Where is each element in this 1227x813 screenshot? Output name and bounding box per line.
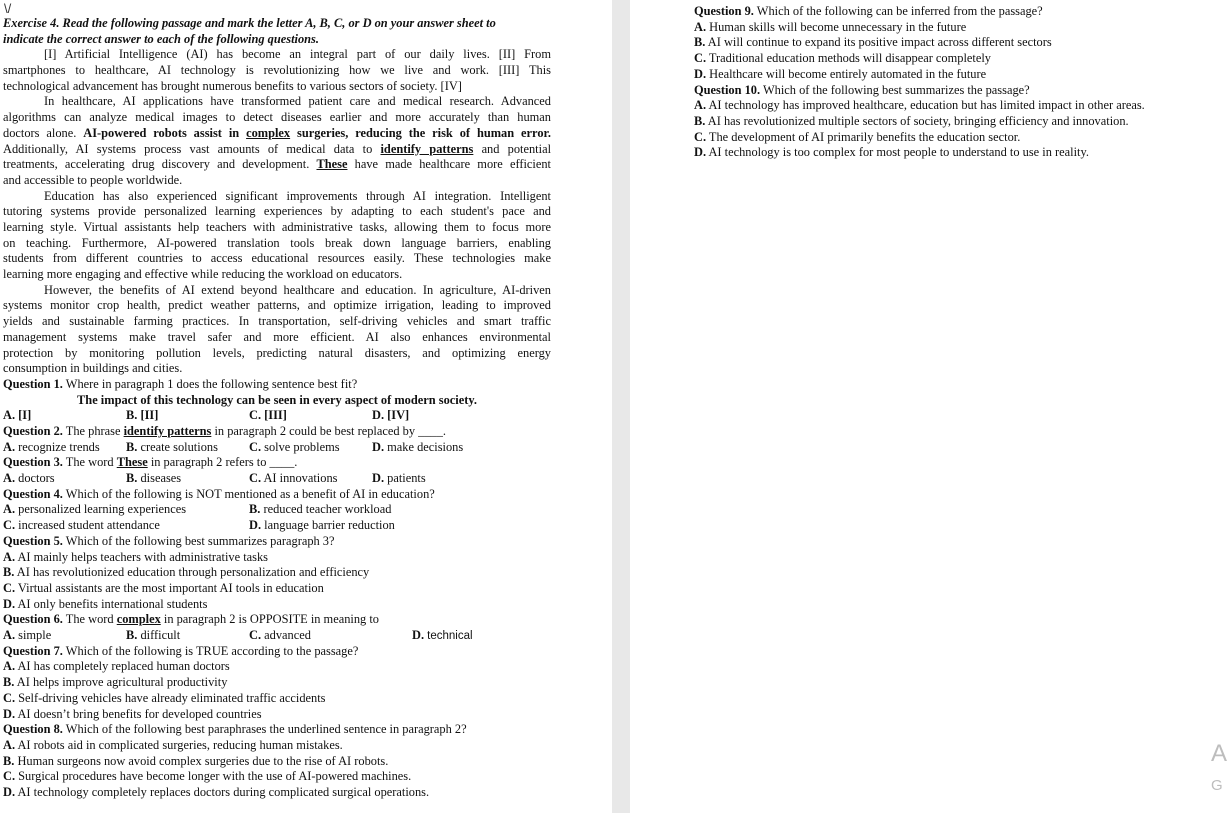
passage-text: Additionally, AI systems process vast amounts of medical data to — [3, 141, 373, 156]
question-text: in paragraph 2 is OPPOSITE in meaning to — [163, 612, 379, 627]
option-d: D. AI technology is too complex for most people to understand to use in reality. — [694, 145, 1089, 160]
option-b: B. difficult — [126, 628, 181, 643]
question-text: Which of the following can be inferred from the passage? — [756, 4, 1043, 18]
option-a: A. [I] — [3, 408, 32, 423]
option-d: D. technical — [412, 628, 473, 643]
keyword-these: These — [316, 157, 348, 172]
option-a: A. AI has completely replaced human doctors — [3, 659, 230, 674]
underlined-sentence-end: surgeries, reducing the risk of human error. — [297, 125, 551, 140]
question-text: Which of the following best paraphrases the underlined sentence in paragraph 2? — [65, 722, 467, 737]
passage-line — [3, 157, 551, 173]
question-options — [3, 518, 551, 534]
option-d: D. AI doesn’t bring benefits for developed countries — [3, 706, 262, 721]
passage-line: systems monitor crop health, predict weather patterns, and optimize irrigation, leading to improved — [3, 298, 551, 313]
option-b: B. reduced teacher workload — [249, 502, 392, 517]
keyword-complex: complex — [246, 125, 291, 140]
passage-text: doctors alone. — [3, 125, 77, 140]
passage-line: consumption in buildings and cities. — [3, 361, 183, 376]
question-number: Question 6. — [3, 612, 63, 627]
passage-text: have made healthcare more efficient — [354, 157, 551, 172]
question-number: Question 7. — [3, 643, 63, 658]
question-7 — [3, 644, 551, 723]
option-c: C. Traditional education methods will disappear completely — [694, 51, 991, 66]
passage-paragraph-4 — [3, 283, 551, 377]
question-2 — [3, 424, 551, 455]
option-a: A. recognize trends — [3, 439, 100, 454]
question-8 — [3, 722, 551, 801]
document-page-right — [630, 0, 1227, 813]
option-d: D. patients — [372, 471, 426, 486]
passage-line: technological advancement has brought numerous benefits to various sectors of society. [IV] — [3, 78, 462, 93]
question-keyword: These — [116, 455, 148, 470]
question-text: Which of the following best summarizes the passage? — [762, 82, 1030, 97]
passage-line: Education has also experienced significant improvements through AI integration. Intelligent — [44, 188, 551, 203]
question-number: Question 10. — [694, 82, 761, 97]
option-c: C. Surgical procedures have become longer with the use of AI-powered machines. — [3, 769, 412, 784]
question-number: Question 5. — [3, 533, 63, 548]
option-c: C. [III] — [249, 408, 287, 423]
option-b: B. AI has revolutionized multiple sectors of society, bringing efficiency and innovation. — [694, 113, 1129, 128]
question-keyword: identify patterns — [123, 424, 212, 438]
option-d: D. AI only benefits international students — [3, 596, 208, 611]
option-c: C. AI innovations — [249, 471, 338, 486]
passage-line: However, the benefits of AI extend beyond healthcare and education. In agriculture, AI-driven — [44, 282, 551, 297]
option-a: A. AI mainly helps teachers with administrative tasks — [3, 549, 268, 564]
question-text: The word — [65, 612, 114, 627]
question-4 — [3, 487, 551, 534]
question-options — [3, 502, 551, 518]
question-6 — [3, 612, 551, 643]
exercise-title-line-2: indicate the correct answer to each of the following questions. — [3, 31, 319, 46]
question-9 — [694, 4, 1224, 83]
question-number: Question 8. — [3, 722, 63, 737]
option-a: A. AI robots aid in complicated surgeries, reducing human mistakes. — [3, 737, 343, 752]
question-number: Question 2. — [3, 424, 63, 438]
passage-line: [I] Artificial Intelligence (AI) has become an integral part of our daily lives. [II] From — [44, 47, 551, 62]
option-a: A. Human skills will become unnecessary in the future — [694, 19, 967, 34]
option-d: D. language barrier reduction — [249, 518, 395, 533]
option-c: C. The development of AI primarily benefits the education sector. — [694, 129, 1021, 144]
question-text: in paragraph 2 could be best replaced by ____. — [214, 424, 447, 438]
option-b: B. diseases — [126, 471, 182, 486]
passage-line: tutoring systems provide personalized learning experiences by adapting to each student's pace and — [3, 204, 551, 219]
passage-paragraph-1 — [3, 47, 551, 94]
option-b: B. [II] — [126, 408, 159, 423]
question-options — [3, 471, 551, 487]
option-a: A. doctors — [3, 471, 55, 486]
question-1 — [3, 377, 551, 424]
passage-line: and accessible to people worldwide. — [3, 172, 183, 187]
option-b: B. AI has revolutionized education through personalization and efficiency — [3, 565, 370, 580]
option-a: A. personalized learning experiences — [3, 502, 187, 517]
passage-line: students from different countries to access educational resources easily. These technologies make — [3, 251, 551, 266]
question-text: Where in paragraph 1 does the following sentence best fit? — [65, 376, 358, 391]
passage-line: on teaching. Furthermore, AI-powered translation tools break down language barriers, enabling — [3, 235, 551, 250]
option-c: C. advanced — [249, 628, 311, 643]
passage-line: In healthcare, AI applications have transformed patient care and medical research. Advanced — [44, 94, 551, 109]
left-column — [3, 16, 551, 801]
question-number: Question 4. — [3, 486, 63, 501]
text-cursor-mark: \/ — [4, 1, 12, 16]
option-c: C. Virtual assistants are the most important AI tools in education — [3, 580, 324, 595]
passage-paragraph-3 — [3, 189, 551, 283]
question-text: in paragraph 2 refers to ____. — [150, 455, 298, 470]
passage-line: smartphones to healthcare, AI technology is revolutionizing how we live and work. [III] This — [3, 63, 551, 78]
question-options — [3, 408, 551, 424]
option-d: D. make decisions — [372, 439, 464, 454]
question-text: The word — [65, 455, 114, 470]
option-c: C. solve problems — [249, 439, 340, 454]
question-10 — [694, 83, 1224, 162]
question-number: Question 9. — [694, 4, 754, 18]
passage-line: algorithms can analyze medical images to detect diseases earlier and more accurately than human — [3, 110, 551, 125]
question-5 — [3, 534, 551, 613]
question-3 — [3, 455, 551, 486]
passage-paragraph-2 — [3, 94, 551, 188]
option-b: B. AI will continue to expand its positive impact across different sectors — [694, 35, 1052, 50]
passage-line: learning more engaging and effective while reducing the workload on educators. — [3, 267, 403, 282]
exercise-title-line-1: Exercise 4. Read the following passage and mark the letter A, B, C, or D on your answer sheet to — [3, 16, 496, 30]
right-column — [694, 4, 1224, 161]
question-text: Which of the following is TRUE according to the passage? — [65, 643, 359, 658]
passage-line: management systems make travel safer and more efficient. AI also enhances environmental — [3, 329, 551, 344]
option-d: D. AI technology completely replaces doctors during complicated surgical operations. — [3, 785, 430, 800]
passage-text: and potential — [481, 141, 551, 156]
question-1-quote: The impact of this technology can be seen in every aspect of modern society. — [77, 392, 477, 407]
passage-line — [3, 142, 551, 158]
passage-line — [3, 126, 551, 142]
passage-text: treatments, accelerating drug discovery and development. — [3, 157, 310, 172]
question-number: Question 3. — [3, 455, 63, 470]
option-b: B. AI helps improve agricultural productivity — [3, 675, 228, 690]
document-page-left — [0, 0, 612, 813]
option-c: C. Self-driving vehicles have already eliminated traffic accidents — [3, 690, 326, 705]
question-options — [3, 628, 551, 644]
question-text: Which of the following is NOT mentioned as a benefit of AI in education? — [65, 486, 435, 501]
underlined-sentence-start: AI-powered robots assist in — [83, 125, 240, 140]
question-options — [3, 440, 551, 456]
question-text: Which of the following best summarizes paragraph 3? — [65, 533, 335, 548]
passage-line: protection by monitoring pollution levels, predicting natural disasters, and optimizing energy — [3, 345, 551, 360]
option-b: B. create solutions — [126, 439, 218, 454]
question-text: The phrase — [65, 424, 121, 438]
option-c: C. increased student attendance — [3, 518, 160, 533]
option-b: B. Human surgeons now avoid complex surgeries due to the rise of AI robots. — [3, 753, 389, 768]
watermark-line-2: G — [1211, 777, 1223, 794]
question-number: Question 1. — [3, 376, 63, 391]
passage-line: yields and sustainable farming practices. In transportation, self-driving vehicles and smart traffic — [3, 314, 551, 329]
keyword-identify-patterns: identify patterns — [380, 141, 474, 156]
option-d: D. [IV] — [372, 408, 410, 423]
watermark-line-1: A — [1211, 740, 1227, 767]
option-a: A. simple — [3, 628, 52, 643]
passage-line: learning style. Virtual assistants help teachers with administrative tasks, allowing them to focus more — [3, 220, 551, 234]
option-a: A. AI technology has improved healthcare, education but has limited impact in other areas. — [694, 98, 1145, 113]
question-keyword: complex — [116, 612, 161, 627]
option-d: D. Healthcare will become entirely automated in the future — [694, 66, 987, 81]
